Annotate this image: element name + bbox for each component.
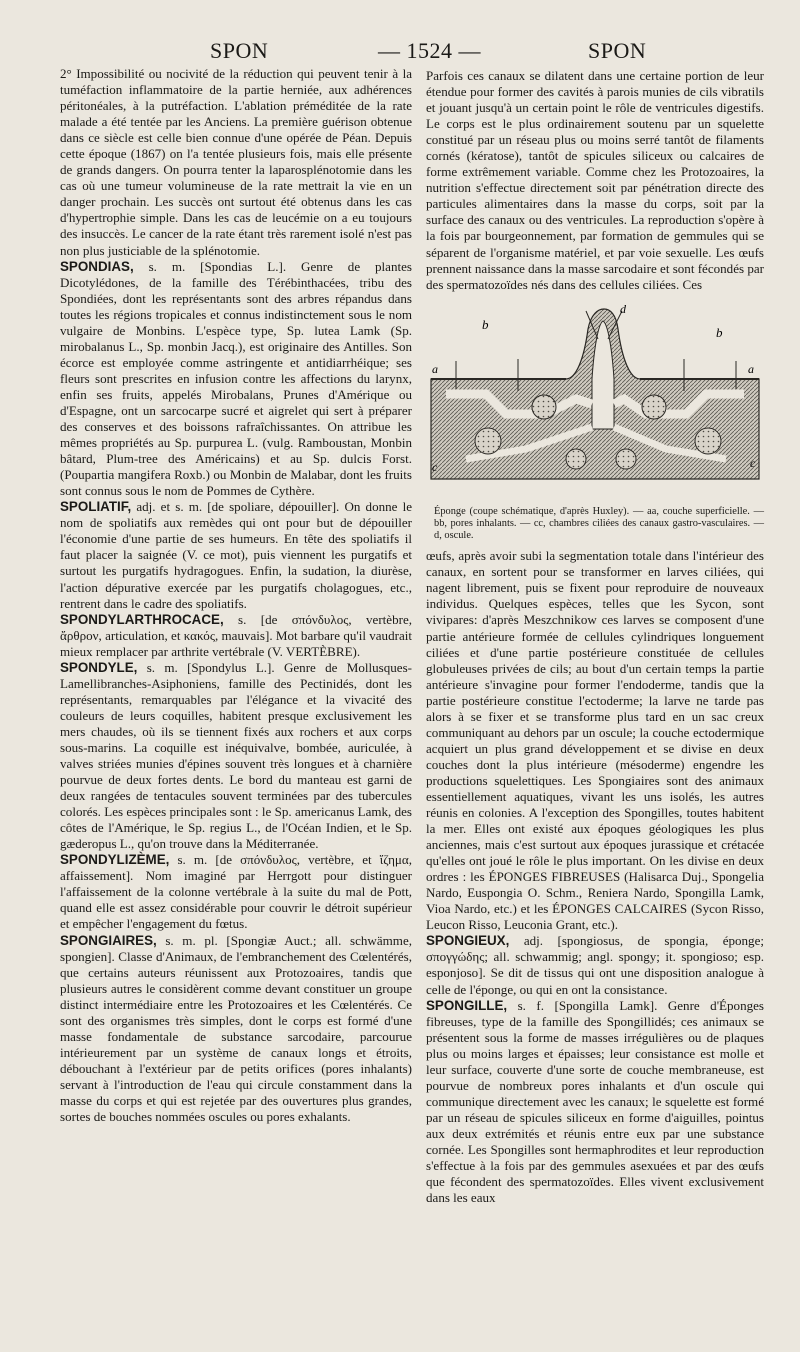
ciliated-chamber bbox=[566, 449, 586, 469]
running-header bbox=[0, 38, 800, 68]
entry-body: s. m. [de σπόνδυλος, vertèbre, et ἵζημα, affaissement]. Nom imaginé par Herrgott pour distinguer l'affaissement de la colonne vertébrale à la suite du mal de Pott, quand elle est assez considérable pour couvrir le détroit supérieur et empêcher l'engagement du fœtus. bbox=[60, 852, 413, 932]
paragraph-oeufs: œufs, après avoir subi la segmentation totale dans l'intérieur des canaux, en sortent pour se transformer en larves ciliées, qui nagent librement, puis se fixent pour reproduire de nouveaux individus. Quelques espèces, telles que les Sycon, sont vivipares: d'après Meszchnikow ces larves se composent d'une partie antérieure formée de cellules cylindriques longuement ciliées et d'une partie postérieure constituée de cellules globuleuses privées de cils; au bout d'un certain temps la partie antérieure s'invagine pour former l'endoderme, tandis que la partie postérieure constitue l'ectoderme; la larve ne tarde pas alors à se fixer et se transforme plus tard en un sac creux communiquant au dehors par un oscule; la couche ectodermique acquiert un plus grand développement et se divise en deux couches dont la plus intérieure (mésoderme) engendre les productions squelettiques. Les Spongiaires sont des animaux essentiellement aquatiques, vivant les uns isolés, les autres réunis en colonies. A l'exception des Spongilles, toutes habitent la mer. Elles ont existé aux époques géologiques les plus anciennes, mais c'est surtout aux époques jurassique et crétacée qu'elles ont joué le rôle le plus important. On les divise en deux ordres : les ÉPONGES FIBREUSES (Halisarca Duj., Spongelia Nardo, Euspongia O. Schm., Reniera Nardo, Spongilla Lamk, Vioa Nardo, etc.) et les ÉPONGES CALCAIRES (Sycon Risso, Leucon Risso, Leuconia Grant, etc.). bbox=[426, 548, 764, 933]
entry-body: s. [de σπόνδυλος, vertèbre, ἄρθρον, articulation, et κακός, mauvais]. Mot barbare qu'il vaudrait mieux remplacer par arthrite vertébrale (V. VERTÈBRE). bbox=[60, 611, 412, 659]
entry-headword: SPONDYLARTHROCACE, bbox=[60, 611, 224, 627]
page-number: — 1524 — bbox=[378, 38, 481, 63]
entry-spondyle bbox=[60, 660, 412, 853]
entry-spondias bbox=[60, 259, 412, 500]
entry-headword: SPONDYLE, bbox=[60, 659, 138, 675]
label-a-left: a bbox=[432, 361, 438, 376]
entry-headword: SPONGILLE, bbox=[426, 997, 508, 1013]
left-column bbox=[60, 66, 412, 1125]
entry-body: s. f. [Spongilla Lamk]. Genre d'Éponges fibreuses, type de la famille des Spongillidés; ces animaux se présentent sous la forme de masses irrégulières ou de plaques plus ou moins larges et épaisses; leur consistance est molle et leur surface, couverte d'une sorte de couche membraneuse, est pourvue de nombreux pores inhalants et d'un oscule qui communique directement avec les canaux; le squelette est formé par un réseau de spicules siliceux en forme d'aiguilles, pointus aux deux extrémités et réunis entre eux par une substance cornée. Les Spongilles sont hermaphrodites et leur reproduction s'effectue à la fois par des gemmules asexuées et par des œufs que fécondent des spermatozoïdes. Elles vivent exclusivement dans les eaux bbox=[426, 997, 764, 1206]
paragraph-splenotomie: 2° Impossibilité ou nocivité de la réduction qui peuvent tenir à la tuméfaction inflammatoire de la partie herniée, aux adhérences péritonéales, à la putréfaction. L'ablation préméditée de la rate malade a été tentée par les Anciens. La première guérison obtenue dans ce siècle est celle bien connue d'une opérée de Péan. Depuis cette époque (1867) on l'a tentée plusieurs fois, mais elle présente de grands dangers. On pourra tenter la laparosplénotomie dans les cas où une tumeur volumineuse de la rate mettrait la vie en un danger prochain. Les succès ont surtout été obtenus dans les cas d'hypertrophie simple. Dans les cas de leucémie on a eu toujours des insuccès. Le cancer de la rate étant très rarement isolé n'est pas non plus justiciable de la splénotomie. bbox=[60, 66, 412, 258]
entry-body: s. m. [Spondias L.]. Genre de plantes Dicotylédones, de la famille des Térébinthacées, tribu des Spondiées, dont les représentants sont des arbres répandus dans toutes les régions tropicales et connus indistinctement sous le nom vulgaire de Monbins. L'espèce type, Sp. lutea Lamk (Sp. mirobalanus L., Sp. monbin Jacq.), est originaire des Antilles. Son écorce est employée comme astringente et antidiarrhéique; ses fleurs sont prescrites en infusion contre les affections du larynx, enfin ses fruits, appelés Mirobalans, Prunes d'Amérique ou d'Espagne, ont un sarcocarpe sucré et aigrelet qui sert à préparer des conserves et des boissons rafraîchissantes. On attribue les mêmes propriétés au Sp. purpurea L. (vulg. Ramboustan, Monbin bâtard, Plum-tree des Américains) et au Sp. dulcis Forst. (Poupartia mangifera Roxb.) ou Monbin de Malabar, dont les fruits sont connus sous le nom de Pommes de Cythère. bbox=[60, 258, 412, 499]
entry-spondylarthrocace bbox=[60, 612, 412, 660]
header-right-word: SPON bbox=[588, 38, 647, 63]
paragraph-spongiaires-continued: Parfois ces canaux se dilatent dans une certaine portion de leur étendue pour former des cavités à parois munies de cils vibratils et jouant jusqu'à un certain point le rôle de ventricules digestifs. Le corps est le plus ordinairement soutenu par un squelette constitué par un réseau plus ou moins serré tantôt de filaments cornés (kératose), tantôt de spicules siliceux ou calcaires de forme extrêmement variable. Comme chez les Protozoaires, la nutrition s'effectue directement soit par pénétration directe des particules alimentaires dans la masse du corps, soit par la surface des canaux ou des ventricules. La reproduction s'opère à la fois par bourgeonnement, par formation de gemmules qui se séparent de l'organisme matériel, et par voie sexuelle. Les œufs prennent naissance dans la masse sarcodaire et sont fécondés par des spermatozoïdes nés dans des cellules ciliées. Ces bbox=[426, 68, 764, 292]
sponge-figure bbox=[426, 299, 764, 543]
entry-spongille bbox=[426, 998, 764, 1207]
entry-headword: SPOLIATIF, bbox=[60, 499, 132, 515]
entry-spoliatif bbox=[60, 499, 412, 611]
ciliated-chamber bbox=[642, 395, 666, 419]
label-b-left: b bbox=[482, 316, 489, 332]
entry-headword: SPONDYLIZÈME, bbox=[60, 852, 170, 868]
ciliated-chamber bbox=[475, 428, 501, 454]
entry-spongiaires bbox=[60, 933, 412, 1126]
ciliated-chamber bbox=[695, 428, 721, 454]
entry-spondylizeme bbox=[60, 852, 412, 932]
sponge-cross-section-illustration bbox=[426, 299, 764, 503]
header-left-word: SPON bbox=[210, 38, 269, 63]
entry-body: adj. et s. m. [de spoliare, dépouiller]. On donne le nom de spoliatifs aux remèdes qui ont pour but de dépouiller l'économie d'une partie de ses humeurs. En tête des spoliatifs il faut placer la saignée (V. ce mot), puis viennent les purgatifs et surtout les purgatifs hydragogues. Enfin, la sudation, la diurèse, l'action dépurative exercée par les purgatifs cholagogues, etc., rentrent dans le cadre des spoliatifs. bbox=[60, 499, 412, 611]
entry-headword: SPONDIAS, bbox=[60, 258, 134, 274]
label-c-left: c bbox=[432, 459, 438, 474]
right-column bbox=[426, 68, 764, 1206]
label-c-right: c bbox=[750, 455, 756, 470]
entry-body: s. m. pl. [Spongiæ Auct.; all. schwämme, spongien]. Classe d'Animaux, de l'embranchement des Cœlentérés, que certains auteurs réunissent aux Protozoaires, tandis que plusieurs autres le considèrent comme devant constituer un groupe distinct intermédiaire entre les Protozoaires et les Cœlentérés. Ce sont des organismes très simples, dont le corps est formé d'une masse fondamentale de substance sarcodaire, parcourue intérieurement par un système de canaux longs et étroits, débouchant à l'extérieur par de petits orifices (pores inhalants) servant à l'introduction de l'eau qui circule constamment dans la masse du corps et qui est rejetée par des ouvertures plus grandes, sortes de bouches nommées oscules ou pores exhalants. bbox=[60, 932, 412, 1125]
entry-headword: SPONGIEUX, bbox=[426, 933, 510, 949]
entry-spongieux bbox=[426, 933, 764, 997]
ciliated-chamber bbox=[616, 449, 636, 469]
entry-body: adj. [spongiosus, de spongia, éponge; σπογγώδης; all. schwammig; angl. spongy; it. spongioso; esp. esponjoso]. Se dit de tissus qui ont une disposition analogue à celle de l'éponge, ou qui en ont la consistance. bbox=[426, 933, 764, 997]
figure-caption: Éponge (coupe schématique, d'après Huxley). — aa, couche superficielle. — bb, pores inhalants. — cc, chambres ciliées des canaux gastro-vasculaires. — d, oscule. bbox=[434, 505, 764, 542]
entry-body: s. m. [Spondylus L.]. Genre de Mollusques-Lamellibranches-Asiphoniens, famille des Pectinidés, dont les représentants, remarquables par l'élégance et la vivacité des couleurs de leurs coquilles, habitent presque exclusivement les mers chaudes, où ils se tiennent fixés aux rochers et aux corps sous-marins. La coquille est inéquivalve, bombée, auriculée, à valves striées munies d'épines souvent très longues et à charnière pourvue de deux fortes dents. Le bord du manteau est garni de deux rangées de tentacules souvent terminées par des tubercules colorés. Les espèces principales sont : le Sp. americanus Lamk, des côtes de l'Amérique, le Sp. regius L., de l'Océan Indien, et le Sp. gæderopus L., qu'on trouve dans la Méditerranée. bbox=[60, 659, 412, 852]
label-d: d bbox=[620, 301, 626, 316]
label-a-right: a bbox=[748, 361, 754, 376]
entry-headword: SPONGIAIRES, bbox=[60, 932, 157, 948]
ciliated-chamber bbox=[532, 395, 556, 419]
label-b-right: b bbox=[716, 324, 723, 340]
